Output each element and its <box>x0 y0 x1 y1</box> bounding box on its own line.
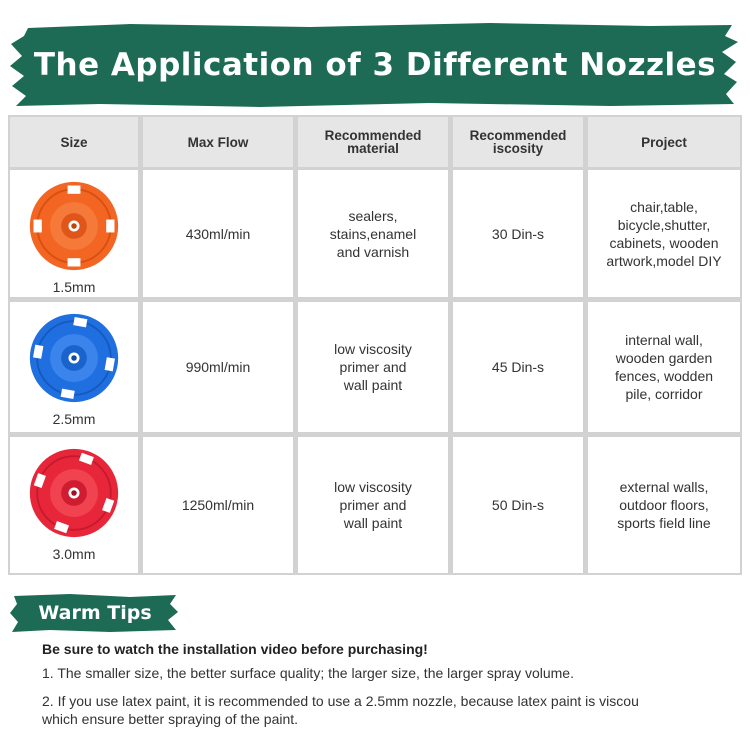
table-row-2-material: low viscosity primer and wall paint <box>298 302 448 432</box>
warm-tips-title: Warm Tips <box>38 602 152 624</box>
title-banner <box>10 22 740 108</box>
table-row-3-viscosity: 50 Din-s <box>453 437 583 573</box>
size-label: 2.5mm <box>52 411 96 427</box>
blue-nozzle-icon <box>28 312 120 404</box>
table-row-2-max-flow: 990ml/min <box>143 302 293 432</box>
table-row-1-material: sealers, stains,enamel and varnish <box>298 170 448 297</box>
table-row-3-size <box>10 437 138 573</box>
tip-line-2a: 2. If you use latex paint, it is recommended to use a 2.5mm nozzle, because latex paint is viscou <box>42 693 639 709</box>
red-nozzle-icon <box>28 447 120 539</box>
table-row-2-viscosity: 45 Din-s <box>453 302 583 432</box>
table-row-3-project: external walls, outdoor floors, sports field line <box>588 437 740 573</box>
header-viscosity: Recommended iscosity <box>453 117 583 167</box>
nozzle-table <box>8 115 742 575</box>
header-project: Project <box>588 117 740 167</box>
tip-line-1: 1. The smaller size, the better surface quality; the larger size, the larger spray volume. <box>42 665 574 681</box>
table-row-1-size <box>10 170 138 297</box>
table-row-1-viscosity: 30 Din-s <box>453 170 583 297</box>
table-row-1-project: chair,table, bicycle,shutter, cabinets, wooden artwork,model DIY <box>588 170 740 297</box>
header-size: Size <box>10 117 138 167</box>
warm-tips-banner <box>10 592 180 634</box>
tip-line-2b: which ensure better spraying of the paint. <box>42 711 299 727</box>
header-material: Recommended material <box>298 117 448 167</box>
header-max-flow: Max Flow <box>143 117 293 167</box>
table-row-1-max-flow: 430ml/min <box>143 170 293 297</box>
tip-bold-notice: Be sure to watch the installation video before purchasing! <box>42 641 428 657</box>
orange-nozzle-icon <box>28 180 120 272</box>
table-row-2-project: internal wall, wooden garden fences, wodden pile, corridor <box>588 302 740 432</box>
table-row-2-size <box>10 302 138 432</box>
table-row-3-max-flow: 1250ml/min <box>143 437 293 573</box>
page-title: The Application of 3 Different Nozzles <box>33 47 717 83</box>
size-label: 3.0mm <box>52 546 96 562</box>
table-row-3-material: low viscosity primer and wall paint <box>298 437 448 573</box>
size-label: 1.5mm <box>52 279 96 295</box>
